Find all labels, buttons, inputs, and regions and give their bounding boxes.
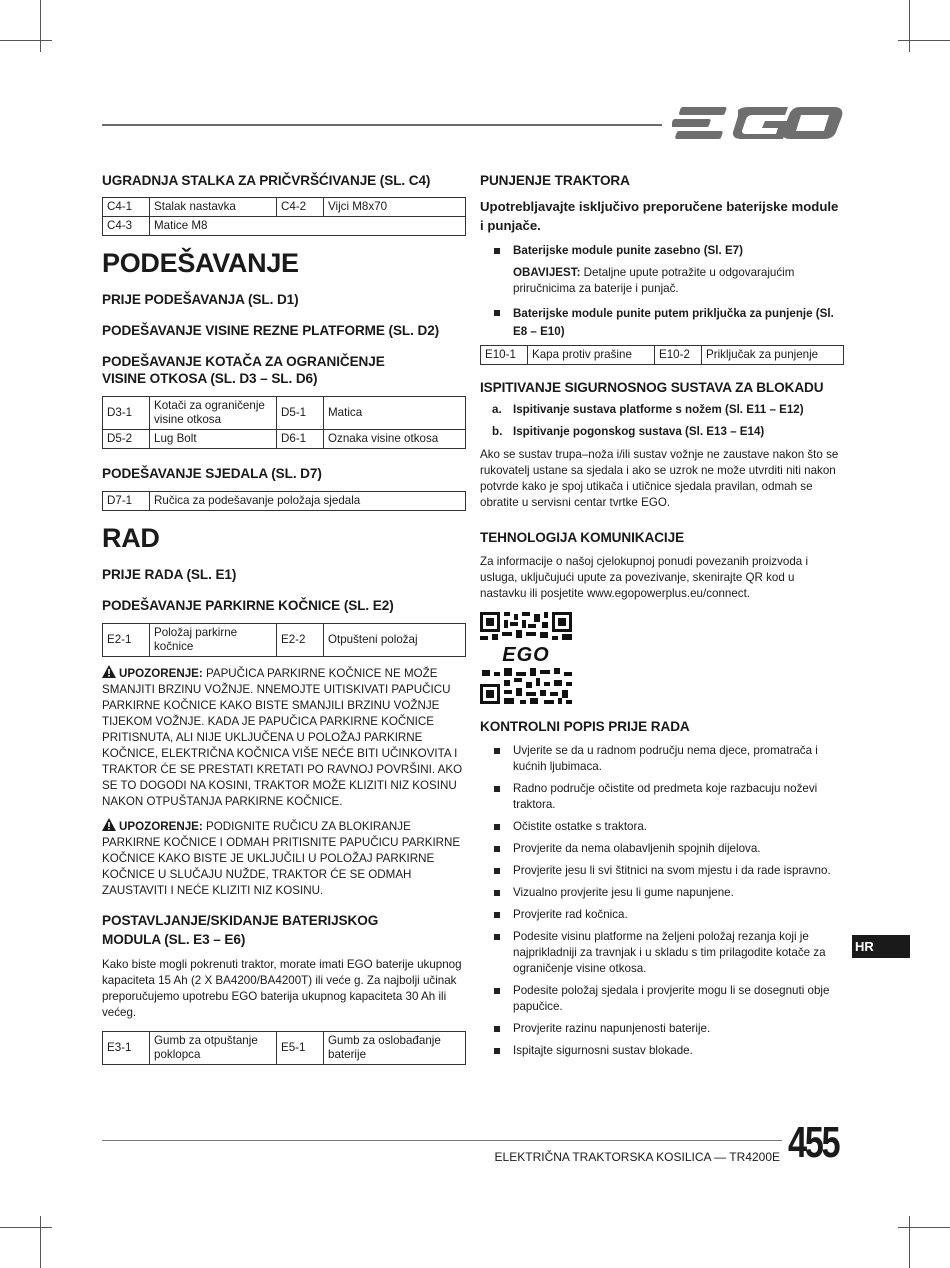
parts-table: [102, 491, 466, 511]
table-cell: C4-1: [103, 198, 150, 217]
list-item: Vizualno provjerite jesu li gume napunjene.: [480, 885, 844, 901]
qr-brand-text: EGO: [496, 644, 556, 666]
section-heading: TEHNOLOGIJA KOMUNIKACIJE: [480, 530, 685, 545]
footer-rule: [102, 1140, 782, 1141]
bullet-icon: [494, 786, 500, 792]
right-column: [480, 170, 844, 1059]
crop-mark: [898, 40, 950, 41]
parts-table: [102, 1031, 466, 1065]
table-row: [103, 624, 466, 657]
section-heading: PUNJENJE TRAKTORA: [480, 173, 630, 188]
checklist: [480, 743, 844, 1059]
list-letter: b.: [492, 425, 503, 438]
bullet-icon: [494, 824, 500, 830]
section-heading: PRIJE PODEŠAVANJA (SL. D1): [102, 292, 299, 307]
table-cell: Gumb za oslobađanje baterije: [324, 1032, 466, 1065]
chapter-title: PODEŠAVANJE: [102, 248, 299, 278]
qr-code: [480, 612, 572, 704]
list-item: Ispitajte sigurnosni sustav blokade.: [480, 1043, 844, 1059]
section-heading: KONTROLNI POPIS PRIJE RADA: [480, 719, 690, 734]
bullet-icon: [494, 912, 500, 918]
body-paragraph: Ako se sustav trupa–noža i/ili sustav vožnje ne zaustave nakon što se rukovatelj ustane sa sjedala i ako se uzrok ne može utvrditi niti nakon potvrde kako je spoj utikača i utičnice sjedala pravilan, odmah se obratite u servisni centar tvrtke EGO.: [480, 448, 839, 509]
list-item: Radno područje očistite od predmeta koje razbacuju noževi traktora.: [480, 781, 844, 813]
list-item: Provjerite jesu li svi štitnici na svom mjestu i da rade ispravno.: [480, 863, 844, 879]
bullet-icon: [494, 1048, 500, 1054]
list-item: a. Ispitivanje sustava platforme s nožem (Sl. E11 – E12): [492, 403, 804, 416]
warning-paragraph: [102, 665, 466, 810]
table-cell: C4-3: [103, 217, 150, 236]
table-cell: D5-1: [277, 397, 324, 430]
table-cell: Vijci M8x70: [324, 198, 466, 217]
table-cell: Otpušteni položaj: [324, 624, 466, 657]
list-item: Provjerite razinu napunjenosti baterije.: [480, 1021, 844, 1037]
table-cell: Kapa protiv prašine: [528, 346, 655, 365]
bullet-icon: [494, 988, 500, 994]
section-heading: PODEŠAVANJE KOTAČA ZA OGRANIČENJE VISINE OTKOSA (SL. D3 – SL. D6): [102, 354, 385, 386]
table-cell: Matica: [324, 397, 466, 430]
warning-label: UPOZORENJE:: [119, 820, 203, 833]
bullet-icon: [494, 890, 500, 896]
table-cell: E10-2: [655, 346, 702, 365]
bullet-icon: [494, 748, 500, 754]
table-cell: E5-1: [277, 1032, 324, 1065]
section-heading: PODEŠAVANJE VISINE REZNE PLATFORME (SL. D2): [102, 323, 440, 338]
footer-title: ELEKTRIČNA TRAKTORSKA KOSILICA — TR4200E: [494, 1150, 780, 1164]
parts-table: [480, 345, 844, 365]
parts-table: [102, 197, 466, 236]
table-cell: Kotači za ograničenje visine otkosa: [150, 397, 277, 430]
header-rule: [102, 124, 662, 126]
page-number: 455: [788, 1118, 839, 1167]
table-cell: D3-1: [103, 397, 150, 430]
charging-list: [480, 243, 844, 259]
language-tab: HR: [852, 935, 910, 958]
table-cell: E2-2: [277, 624, 324, 657]
table-row: [103, 430, 466, 449]
list-item: Očistite ostatke s traktora.: [480, 819, 844, 835]
warning-paragraph: [102, 818, 466, 899]
warning-label: UPOZORENJE:: [119, 667, 203, 680]
crop-mark: [0, 40, 52, 41]
warning-icon: [102, 665, 116, 678]
list-item: Baterijske module punite putem priključka za punjenje (Sl. E8 – E10): [480, 305, 844, 341]
crop-mark: [909, 0, 910, 52]
bullet-icon: [494, 1026, 500, 1032]
table-cell: Priključak za punjenje: [702, 346, 844, 365]
bullet-icon: [494, 934, 500, 940]
list-item: b. Ispitivanje pogonskog sustava (Sl. E13 – E14): [492, 425, 765, 438]
table-row: [103, 397, 466, 430]
notice-label: OBAVIJEST:: [513, 266, 581, 279]
section-heading: ISPITIVANJE SIGURNOSNOG SUSTAVA ZA BLOKADU: [480, 380, 824, 395]
lead-paragraph: Upotrebljavajte isključivo preporučene baterijske module i punjače.: [480, 199, 839, 233]
table-row: [481, 346, 844, 365]
section-heading: UGRADNJA STALKA ZA PRIČVRŠĆIVANJE (SL. C4): [102, 173, 431, 188]
crop-mark: [40, 0, 41, 52]
chapter-title: RAD: [102, 523, 160, 553]
section-heading: POSTAVLJANJE/SKIDANJE BATERIJSKOG MODULA (SL. E3 – E6): [102, 913, 379, 947]
list-item: Provjerite da nema olabavljenih spojnih dijelova.: [480, 841, 844, 857]
crop-mark: [40, 1216, 41, 1268]
section-heading: PRIJE RADA (SL. E1): [102, 567, 237, 582]
crop-mark: [898, 1227, 950, 1228]
table-row: [103, 1032, 466, 1065]
warning-text: PODIGNITE RUČICU ZA BLOKIRANJE PARKIRNE KOČNICE I ODMAH PRITISNITE PAPUČICU PARKIRNE KOČNICE KAKO BISTE JE UKLJUČILI U POLOŽAJ PARKIRNE KOČNICE U SLUČAJU NUŽDE, TRAKTOR ĆE SE ODMAH ZAUSTAVITI I NEĆE KLIZITI NIZ KOSINU.: [102, 820, 461, 897]
table-cell: E3-1: [103, 1032, 150, 1065]
section-heading: PODEŠAVANJE PARKIRNE KOČNICE (SL. E2): [102, 598, 394, 613]
left-column: [102, 170, 466, 1065]
warning-text: PAPUČICA PARKIRNE KOČNICE NE MOŽE SMANJITI BRZINU VOŽNJE. NNEMOJTE UITISKIVATI PAPUČICU PARKIRNE KOČNICE KAKO BISTE SMANJILI BRZINU VOŽNJE TIJEKOM VOŽNJE. KADA JE PAPUČICA PARKIRNE KOČNICE PRITISNUTA, ALI NIJE UKLJUČENA U POLOŽAJ PARKIRNE KOČNICE, ELEKTRIČNA KOČNICA VIŠE NEĆE BITI UČINKOVITA I TRAKTOR ĆE SE PRESTATI KRETATI PO RAVNOJ POVRŠINI. AKO SE TO DOGODI NA KOSINI, TRAKTOR MOŽE KLIZITI NIZ KOSINU NAKON OTPUŠTANJA PARKIRNE KOČNICE.: [102, 667, 463, 808]
list-item: Uvjerite se da u radnom području nema djece, promatrača i kućnih ljubimaca.: [480, 743, 844, 775]
bullet-icon: [494, 868, 500, 874]
bullet-icon: [494, 248, 500, 254]
table-cell: Ručica za podešavanje položaja sjedala: [150, 492, 466, 511]
table-cell: Gumb za otpuštanje poklopca: [150, 1032, 277, 1065]
bullet-icon: [494, 310, 500, 316]
list-item: Podesite položaj sjedala i provjerite mogu li se dosegnuti obje papučice.: [480, 983, 844, 1015]
bullet-icon: [494, 846, 500, 852]
table-cell: C4-2: [277, 198, 324, 217]
table-cell: D5-2: [103, 430, 150, 449]
table-cell: D6-1: [277, 430, 324, 449]
list-item: Podesite visinu platforme na željeni položaj rezanja koji je najprikladniji za travnjak i u skladu s tim prilagodite kotače za ograničenje visine otkosa.: [480, 929, 844, 977]
body-paragraph: Za informacije o našoj cjelokupnoj ponudi povezanih proizvoda i usluga, uključujući upute za povezivanje, skenirajte QR kod u nastavku ili posjetite www.egopowerplus.eu/connect.: [480, 555, 809, 600]
list-letter: a.: [492, 403, 502, 416]
table-cell: Položaj parkirne kočnice: [150, 624, 277, 657]
table-cell: Matice M8: [150, 217, 466, 236]
parts-table: [102, 396, 466, 449]
list-item: Provjerite rad kočnica.: [480, 907, 844, 923]
crop-mark: [0, 1227, 52, 1228]
charging-list: [480, 305, 844, 341]
table-row: [103, 492, 466, 511]
table-cell: D7-1: [103, 492, 150, 511]
table-cell: E10-1: [481, 346, 528, 365]
notice-paragraph: [480, 265, 844, 297]
body-paragraph: Kako biste mogli pokrenuti traktor, morate imati EGO baterije ukupnog kapaciteta 15 Ah (2 X BA4200/BA4200T) ili veće g. Za najbolji učinak preporučujemo upotrebu EGO baterija ukupnog kapaciteta 30 Ah ili većeg.: [102, 958, 462, 1019]
notice-text: Detaljne upute potražite u odgovarajućim priručnicima za baterije i punjač.: [513, 266, 795, 295]
table-row: [103, 198, 466, 217]
parts-table: [102, 623, 466, 657]
table-cell: E2-1: [103, 624, 150, 657]
table-cell: Oznaka visine otkosa: [324, 430, 466, 449]
table-cell: Stalak nastavka: [150, 198, 277, 217]
list-item: Baterijske module punite zasebno (Sl. E7): [480, 243, 844, 259]
ego-logo: [672, 104, 844, 149]
warning-icon: [102, 818, 116, 831]
table-row: [103, 217, 466, 236]
section-heading: PODEŠAVANJE SJEDALA (SL. D7): [102, 466, 322, 481]
crop-mark: [909, 1216, 910, 1268]
table-cell: Lug Bolt: [150, 430, 277, 449]
